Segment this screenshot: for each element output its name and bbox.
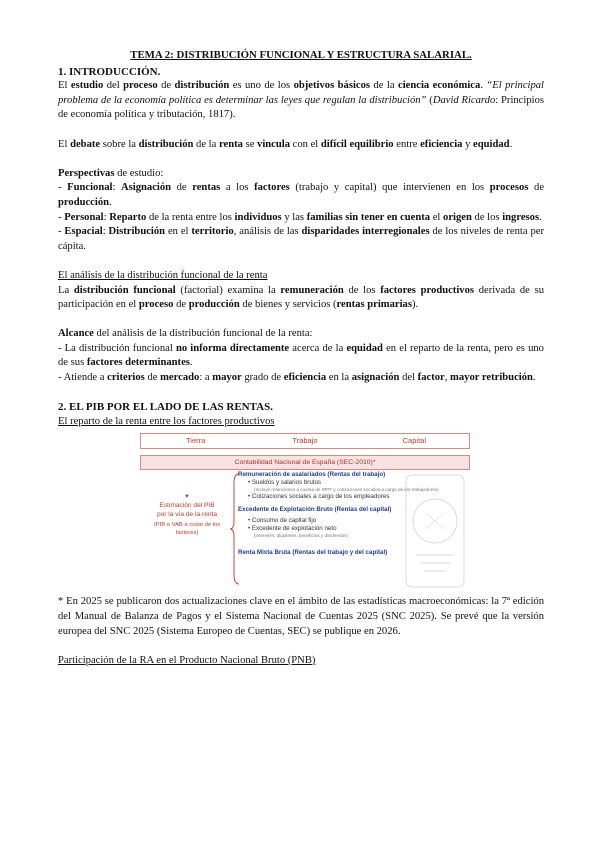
down-arrow-icon: ▼ [184, 494, 190, 501]
gross-operating-surplus-heading: Excedente de Explotación Bruto (Rentas del capital) [238, 506, 392, 514]
perspectives-intro: Perspectivas de estudio: [58, 167, 164, 179]
scope-intro: Alcance del análisis de la distribución funcional de la renta: [58, 328, 313, 340]
debate-paragraph: El debate sobre la distribución de la renta se vincula con el difícil equilibrio entre eficiencia y equidad. [58, 138, 513, 150]
gdp-income-estimate: ▼ Estimación del PIB por la vía de la renta (PIB o VAB a coste de los factores) [146, 493, 228, 537]
subheading-functional-analysis: El análisis de la distribución funcional de la renta [58, 269, 268, 281]
factor-capital: Capital [402, 436, 426, 446]
intro-paragraph: El estudio del proceso de distribución es uno de los objetivos básicos de la ciencia económica. “El principal problema de la economía política es determinar las leyes que regulan la distribución” (David Ricardo: Principios de economía política y tributación, 1817). [58, 80, 544, 121]
employee-compensation-heading: Remuneración de asalariados (Rentas del trabajo) [238, 471, 386, 479]
functional-distribution-paragraph: La distribución funcional (factorial) examina la remuneración de los factores productivos derivada de su participación en el proceso de producción de bienes y servicios (rentas primarias). [58, 284, 544, 311]
national-accounts-bar: Contabilidad Nacional de España (SEC-2010)* [140, 455, 470, 470]
factors-bar [140, 433, 470, 449]
perspective-spatial: - Espacial: Distribución en el territorio, análisis de las disparidades interregionales de los niveles de renta per cápita. [58, 226, 544, 252]
factor-labor: Trabajo [292, 436, 318, 446]
income-distribution-diagram [140, 433, 470, 591]
document-page [58, 48, 544, 668]
net-operating-surplus-item: • Excedente de explotación neto [248, 525, 337, 533]
footnote-snc-2025: * En 2025 se publicaron dos actualizaciones clave en el ámbito de las estadísticas macroeconómicas: la 7ª edición del Manual de Balanza de Pagos y el Sistema Nacional de Cuentas 2025 (SNC 2025). Se prevé que la versión europea del SNC 2025 (Sistema Europeo de Cuentas, SEC) se publique en 2026. [58, 596, 544, 637]
subheading-income-split: El reparto de la renta entre los factores productivos [58, 415, 275, 427]
factor-land: Tierra [186, 436, 206, 446]
section-1-heading: 1. INTRODUCCIÓN. [58, 65, 161, 78]
perspective-personal: - Personal: Reparto de la renta entre los individuos y las familias sin tener en cuenta el origen de los ingresos. [58, 211, 542, 223]
scope-item-1: - La distribución funcional no informa directamente acerca de la equidad en el reparto de la renta, pero es uno de sus factores determinantes. [58, 342, 544, 369]
subheading-ra-share: Participación de la RA en el Producto Nacional Bruto (PNB) [58, 654, 316, 666]
section-2-heading: 2. EL PIB POR EL LADO DE LAS RENTAS. [58, 401, 273, 414]
net-operating-surplus-note: (intereses, alquileres, beneficios y dividendos) [254, 533, 348, 539]
document-title: TEMA 2: DISTRIBUCIÓN FUNCIONAL Y ESTRUCTURA SALARIAL. [130, 49, 472, 61]
employer-contributions-item: • Cotizaciones sociales a cargo de los empleadores [248, 493, 390, 501]
gdp-note: (PIB o VAB a coste de los factores) [153, 522, 221, 536]
fixed-capital-consumption-item: • Consumo de capital fijo [248, 517, 317, 525]
gross-wages-item: • Sueldos y salarios brutos [248, 479, 322, 487]
income-components [238, 471, 470, 557]
mixed-income-heading: Renta Mixta Bruta (Rentas del trabajo y del capital) [238, 549, 388, 557]
scope-item-2: - Atiende a criterios de mercado: a mayor grado de eficiencia en la asignación del factor, mayor retribución. [58, 372, 536, 384]
perspective-functional: - Funcional: Asignación de rentas a los factores (trabajo y capital) que intervienen en los procesos de producción. [58, 182, 545, 208]
ricardo-quote: “El principal problema de la economía política es determinar las leyes que regulan la distribución” [58, 80, 544, 106]
gross-wages-note: (Incluye retenciones a cuenta de IRPF y cotizaciones sociales a cargo de los trabajadores) [254, 487, 439, 493]
